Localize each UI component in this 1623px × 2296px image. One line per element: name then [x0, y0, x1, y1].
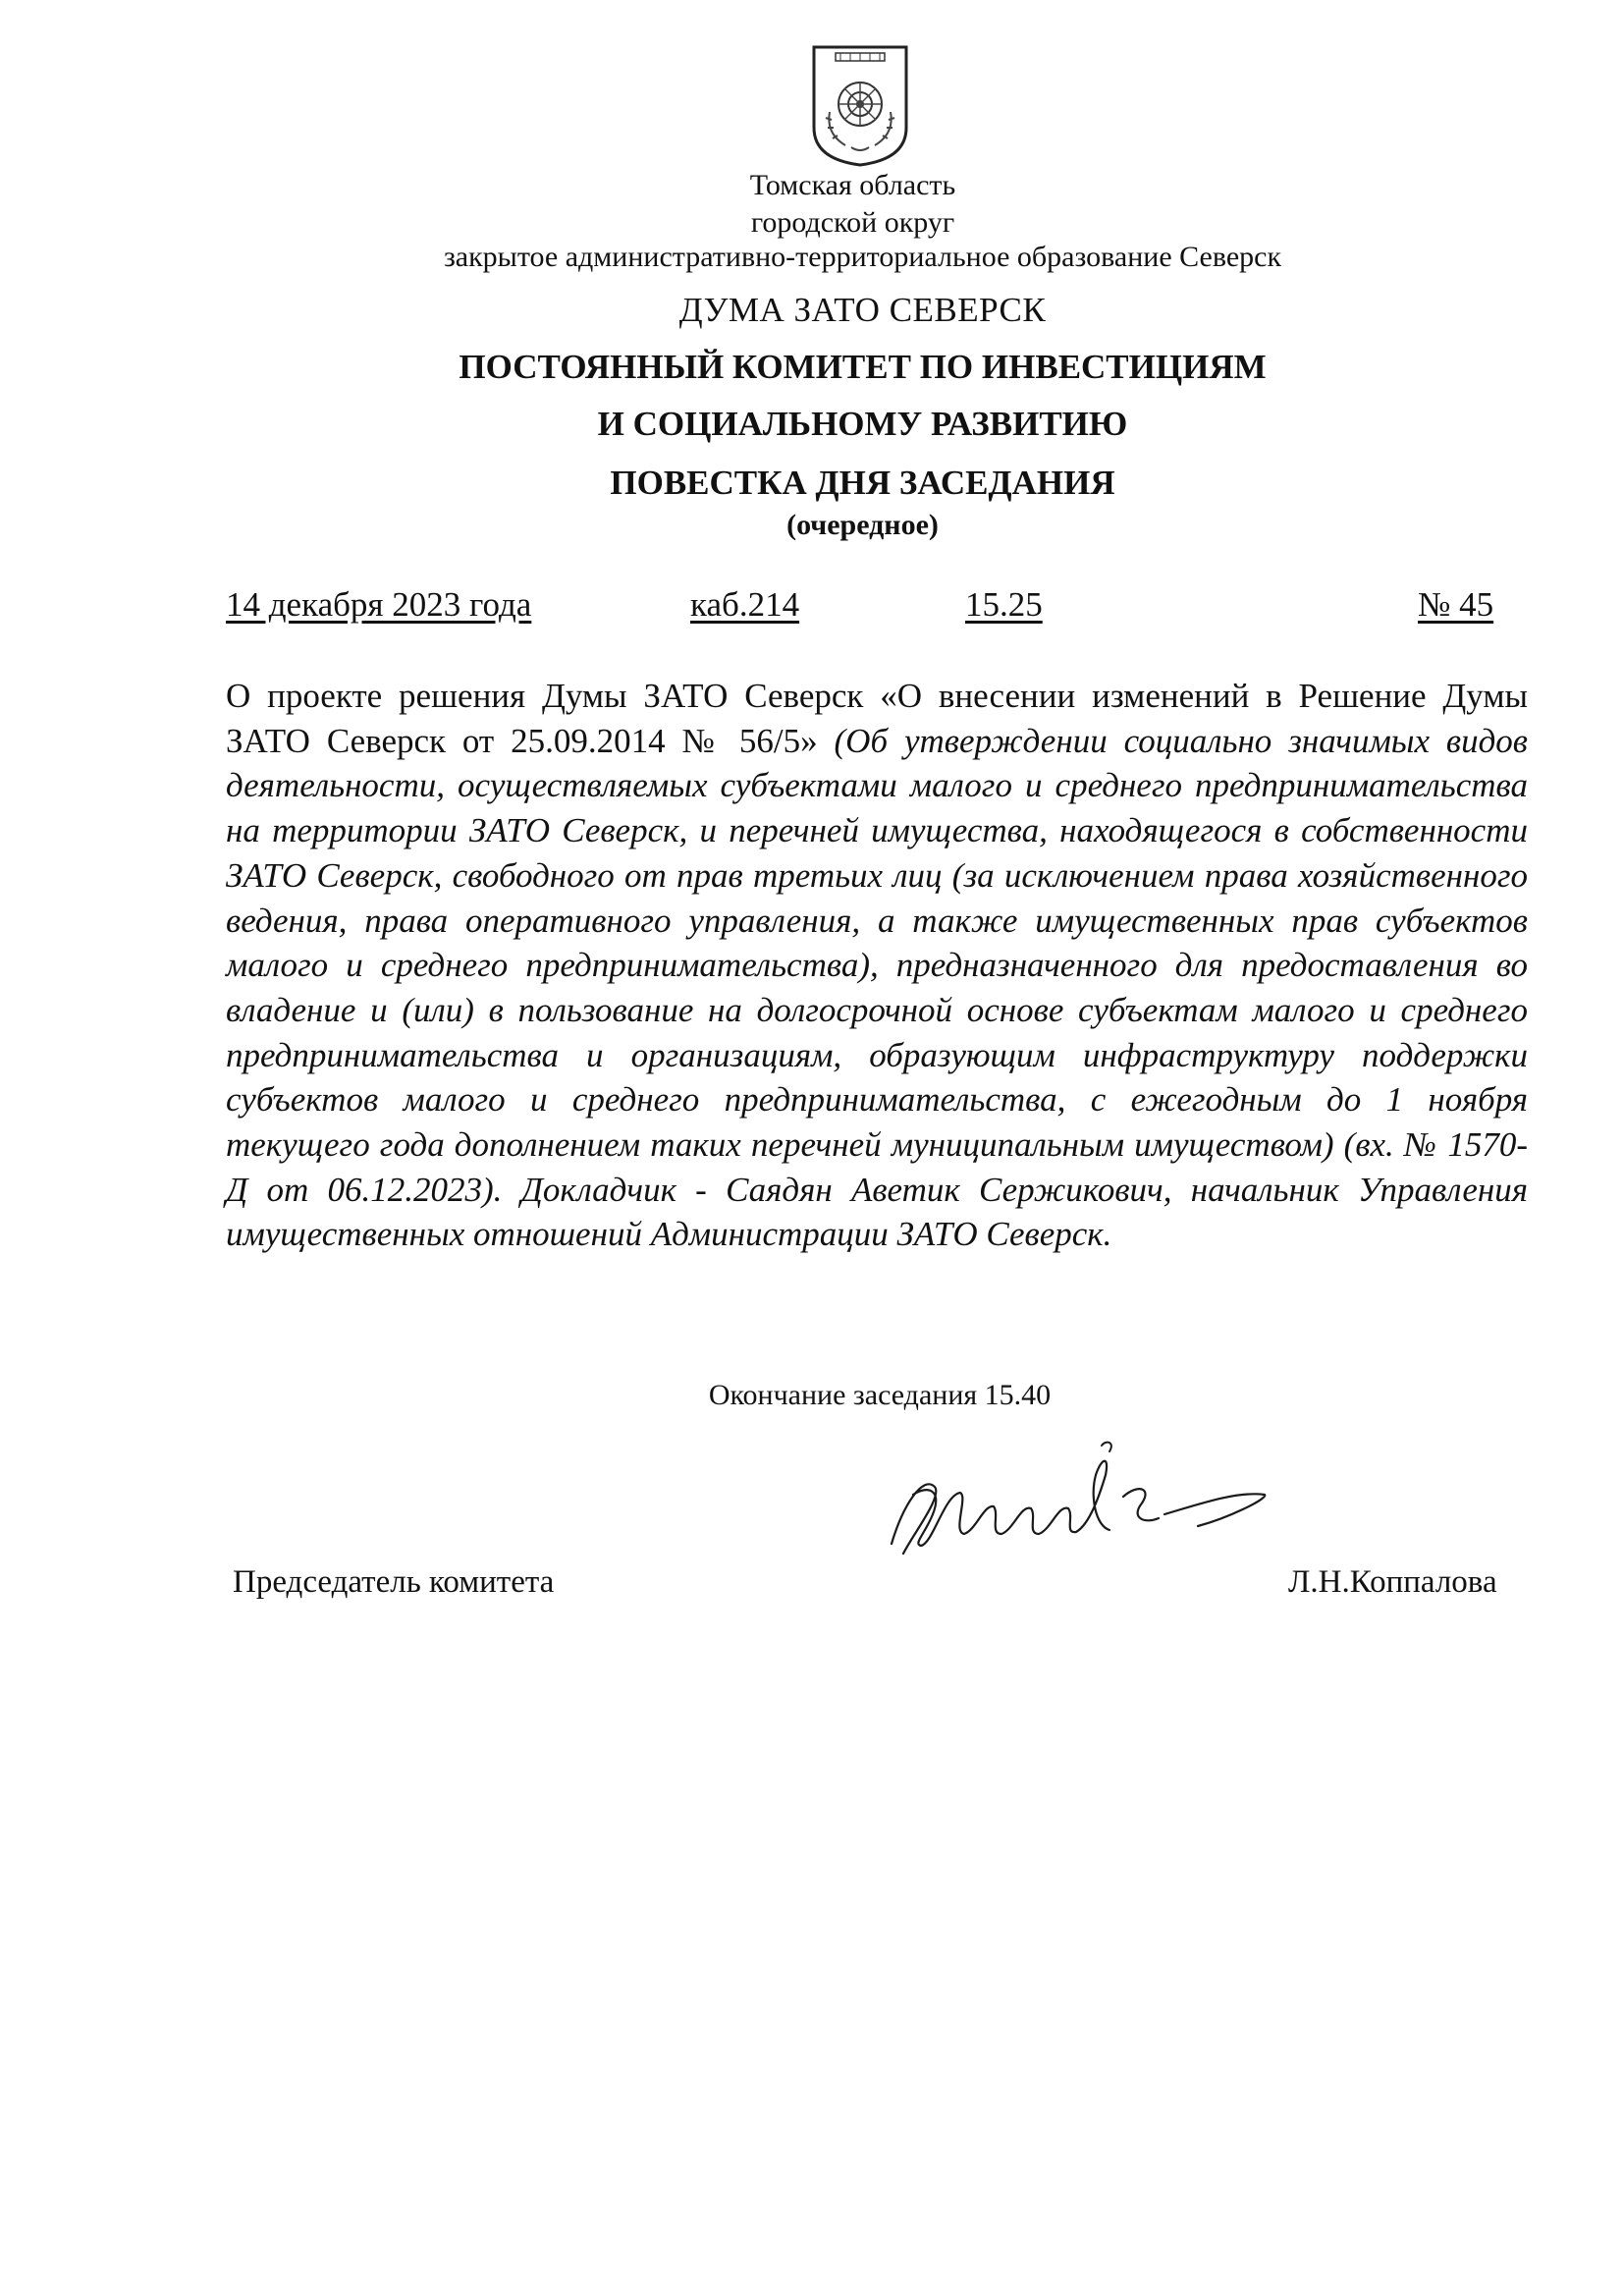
meeting-type: (очередное): [786, 509, 939, 541]
committee-title-line2: И СОЦИАЛЬНОМУ РАЗВИТИЮ: [597, 405, 1128, 443]
agenda-item: [226, 674, 1528, 1257]
meeting-room: каб.214: [690, 585, 800, 624]
region-line: Томская область: [749, 169, 956, 201]
city-coat-of-arms-icon: [806, 43, 914, 169]
agenda-intro: О проекте решения Думы ЗАТО Северск «О внесении изменений в Решение Думы ЗАТО Северск от 25.09.2014 № 56/5»: [226, 677, 1528, 760]
district-line: городской округ: [750, 206, 955, 239]
agenda-details: (Об утверждении социально значимых видов деятельности, осуществляемых субъектами малого и среднего предпринимательства на территории ЗАТО Северск, и перечней имущества, находящегося в собственности ЗАТО Северск, свободного от прав третьих лиц (за исключением права хозяйственного ведения, права оперативного управления, а также имущественных прав субъектов малого и среднего предпринимательства), предназначенного для предоставления во владение и (или) в пользование на долгосрочной основе субъектам малого и среднего предпринимательства и организациям, образующим инфраструктуру поддержки субъектов малого и среднего предпринимательства, с ежегодным до 1 ноября текущего года дополнением таких перечней муниципальным имуществом) (вх. № 1570-Д от 06.12.2023).: [226, 721, 1528, 1209]
meeting-end-note: Окончание заседания 15.40: [708, 1379, 1052, 1411]
meeting-time: 15.25: [965, 585, 1043, 624]
duma-title: ДУМА ЗАТО СЕВЕРСК: [678, 291, 1047, 329]
handwritten-signature: [874, 1436, 1286, 1583]
signatory-position: Председатель комитета: [233, 1564, 555, 1600]
committee-title-line1: ПОСТОЯННЫЙ КОМИТЕТ ПО ИНВЕСТИЦИЯМ: [459, 348, 1267, 386]
speaker-info: Саядян Аветик Сержикович, начальник Управления имущественных отношений Администрации ЗАТО Северск.: [226, 1170, 1529, 1254]
formation-line: закрытое административно-территориальное образование Северск: [443, 241, 1282, 273]
speaker-label: Докладчик -: [520, 1170, 707, 1209]
signatory-name: Л.Н.Коппалова: [1288, 1564, 1497, 1600]
document-title: ПОВЕСТКА ДНЯ ЗАСЕДАНИЯ: [610, 464, 1115, 502]
meeting-number: № 45: [1418, 585, 1494, 624]
meeting-date: 14 декабря 2023 года: [226, 585, 532, 624]
